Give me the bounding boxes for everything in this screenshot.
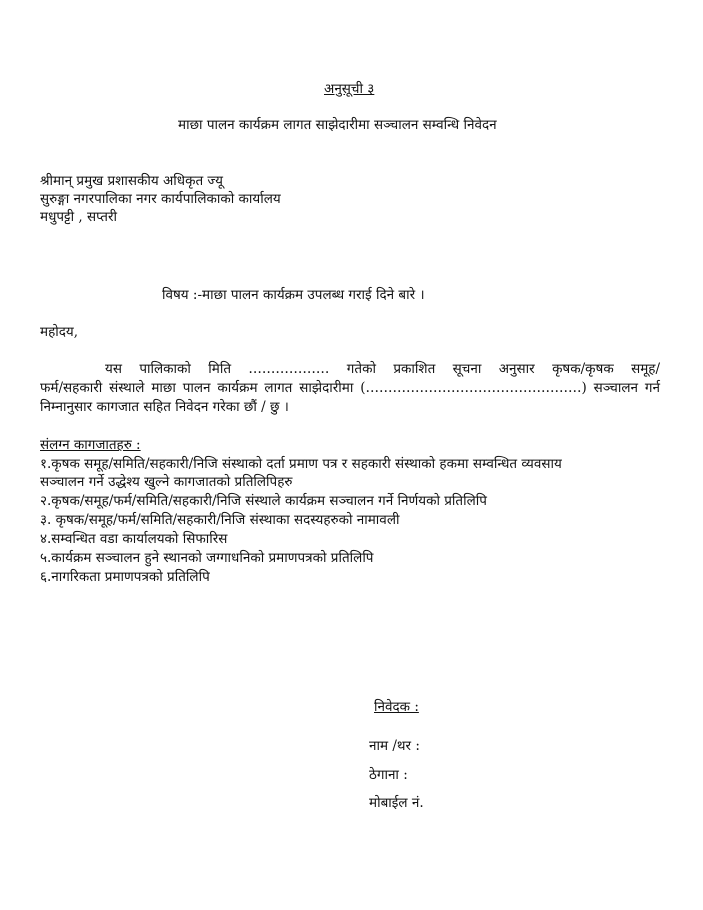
applicant-heading: निवेदक : xyxy=(374,699,419,715)
addressee-line-3: मधुपट्टी , सप्तरी xyxy=(40,209,118,225)
body-paragraph-line-3: निम्नानुसार कागजात सहित निवेदन गरेका छौं / छु । xyxy=(40,399,289,415)
attachments-heading: संलग्न कागजातहरु : xyxy=(40,437,141,453)
attachment-item: ६.नागरिकता प्रमाणपत्रको प्रतिलिपि xyxy=(40,569,210,585)
addressee-line-2: सुरुङ्गा नगरपालिका नगर कार्यपालिकाको कार्यालय xyxy=(40,191,281,207)
applicant-mobile-field: मोबाईल नं. xyxy=(369,795,424,811)
addressee-line-1: श्रीमान् प्रमुख प्रशासकीय अधिकृत ज्यू xyxy=(40,173,223,189)
salutation: महोदय, xyxy=(40,324,79,340)
attachment-item: सञ्चालन गर्ने उद्धेश्य खुल्ने कागजातको प्रतिलिपिहरु xyxy=(40,474,293,490)
attachment-item: १.कृषक समूह/समिति/सहकारी/निजि संस्थाको दर्ता प्रमाण पत्र र सहकारी संस्थाको हकमा सम्वन्धित व्यवसाय xyxy=(40,456,562,472)
document-title: माछा पालन कार्यक्रम लागत साझेदारीमा सञ्चालन सम्वन्धि निवेदन xyxy=(178,117,497,133)
attachment-item: ५.कार्यक्रम सञ्चालन हुने स्थानको जग्गाधनिको प्रमाणपत्रको प्रतिलिपि xyxy=(40,550,374,566)
applicant-address-field: ठेगाना : xyxy=(369,767,408,783)
attachment-item: ३. कृषक/समूह/फर्म/समिति/सहकारी/निजि संस्थाका सदस्यहरुको नामावली xyxy=(40,512,400,528)
schedule-heading: अनुसूची ३ xyxy=(324,81,375,97)
attachment-item: ४.सम्वन्धित वडा कार्यालयको सिफारिस xyxy=(40,531,228,547)
body-paragraph-line-2: फर्म/सहकारी संस्थाले माछा पालन कार्यक्रम लागत साझेदारीमा (…………………………………………) सञ्चालन गर्न xyxy=(40,380,660,396)
applicant-name-field: नाम /थर : xyxy=(369,738,420,754)
subject-line: विषय :-माछा पालन कार्यक्रम उपलब्ध गराई दिने बारे । xyxy=(162,287,425,303)
attachment-item: २.कृषक/समूह/फर्म/समिति/सहकारी/निजि संस्थाले कार्यक्रम सञ्चालन गर्ने निर्णयको प्रतिलिपि xyxy=(40,493,487,509)
body-paragraph-line-1: यस पालिकाको मिति ……………… गतेको प्रकाशित सूचना अनुसार कृषक/कृषक समूह/ xyxy=(105,361,660,377)
